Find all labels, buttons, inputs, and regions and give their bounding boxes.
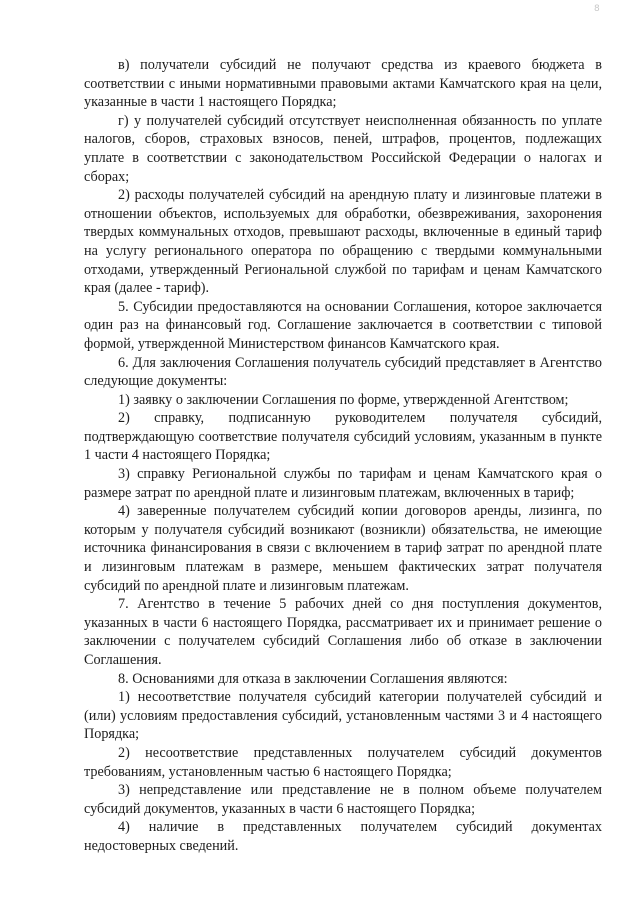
paragraph-item-g: г) у получателей субсидий отсутствует неисполненная обязанность по уплате налогов, сборов, страховых взносов, пеней, штрафов, процентов, подлежащих уплате в соответствии с законодательством Российской Федерации о налогах и сборах; <box>84 112 602 185</box>
paragraph-section-6-item-2: 2) справку, подписанную руководителем получателя субсидий, подтверждающую соответствие получателя субсидий условиям, указанным в пункте 1 части 4 настоящего Порядка; <box>84 410 602 464</box>
paragraph-section-5: 5. Субсидии предоставляются на основании Соглашения, которое заключается один раз на финансовый год. Соглашение заключается в соответствии с типовой формой, утвержденной Министерством финансов Камчатского края. <box>84 298 602 352</box>
paragraph-condition-2: 2) расходы получателей субсидий на арендную плату и лизинговые платежи в отношении объектов, используемых для обработки, обезвреживания, захоронения твердых коммунальных отходов, превышают расходы, включенные в единый тариф на услугу регионального оператора по обращению с твердыми коммунальными отходами, утвержденный Региональной службой по тарифам и ценам Камчатского края (далее - тариф). <box>84 187 602 297</box>
paragraph-section-6-item-1: 1) заявку о заключении Соглашения по форме, утвержденной Агентством; <box>118 391 569 408</box>
paragraph-section-8: 8. Основаниями для отказа в заключении Соглашения являются: <box>118 670 508 687</box>
paragraph-item-v: в) получатели субсидий не получают средства из краевого бюджета в соответствии с иными нормативными правовыми актами Камчатского края на цели, указанные в части 1 настоящего Порядка; <box>84 57 602 111</box>
paragraph-section-6-item-3: 3) справку Региональной службы по тарифам и ценам Камчатского края о размере затрат по арендной плате и лизинговым платежам, включенных в тариф; <box>84 466 602 501</box>
paragraph-section-8-item-2: 2) несоответствие представленных получателем субсидий документов требованиям, установленным частью 6 настоящего Порядка; <box>84 744 602 780</box>
paragraph-section-8-item-3: 3) непредставление или представление не в полном объеме получателем субсидий документов, указанных в части 6 настоящего Порядка; <box>84 782 602 817</box>
document-body <box>84 56 602 856</box>
paragraph-section-6-item-4: 4) заверенные получателем субсидий копии договоров аренды, лизинга, по которым у получателя субсидий возникают (возникли) обязательства, не имеющие источника финансирования в связи с включением в тариф затрат по арендной плате и лизинговым платежам в размере, меньшем фактических затрат получателя субсидий по арендной плате и лизинговым платежам. <box>84 503 602 594</box>
paragraph-section-8-item-1: 1) несоответствие получателя субсидий категории получателей субсидий и (или) условиям предоставления субсидий, установленным частями 3 и 4 настоящего Порядка; <box>84 689 602 743</box>
paragraph-section-7: 7. Агентство в течение 5 рабочих дней со дня поступления документов, указанных в части 6 настоящего Порядка, рассматривает их и принимает решение о заключении с получателем субсидий Соглашения либо об отказе в заключении Соглашения. <box>84 596 602 668</box>
paragraph-section-8-item-4: 4) наличие в представленных получателем субсидий документах недостоверных сведений. <box>84 819 602 854</box>
paragraph-section-6: 6. Для заключения Соглашения получатель субсидий представляет в Агентство следующие документы: <box>84 354 602 390</box>
page-number-mark: 8 <box>594 4 600 14</box>
